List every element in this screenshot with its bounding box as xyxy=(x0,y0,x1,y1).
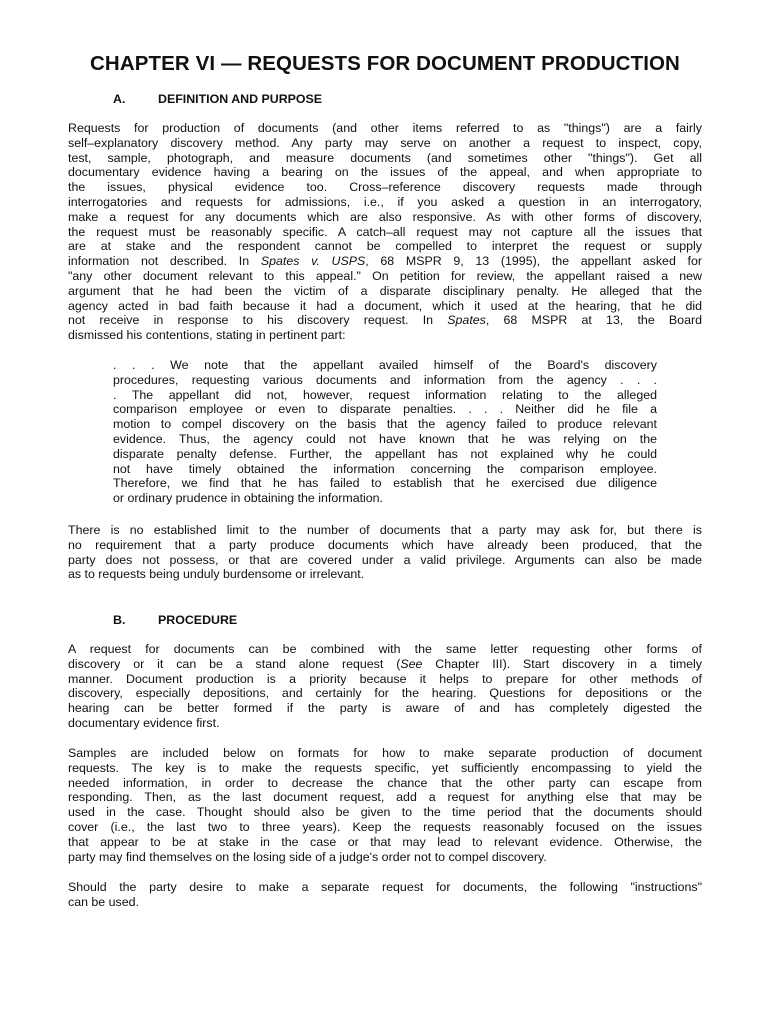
quote-line: not have timely obtained the information concerning the comparison employee. xyxy=(113,461,657,476)
section-heading-b xyxy=(113,613,237,627)
see-reference: See xyxy=(400,656,423,671)
quote-line: . The appellant did not, however, request information relating to the alleged xyxy=(113,387,657,402)
text-line: self–explanatory discovery method. Any party may serve on another a request to inspect, copy, xyxy=(68,135,702,150)
paragraph-instructions xyxy=(68,880,702,910)
text-line: Should the party desire to make a separate request for documents, the following "instructions" xyxy=(68,880,702,894)
text-segment: information not described. In xyxy=(68,254,261,269)
section-title: PROCEDURE xyxy=(158,613,238,627)
text-line: used in the case. Thought should also be given to the time period that the documents should xyxy=(68,805,702,820)
text-line: "any other document relevant to this appeal." On petition for review, the appellant raised a new xyxy=(68,268,702,283)
text-line: interrogatories and requests for admissions, i.e., if you asked a question in an interrogatory, xyxy=(68,194,702,209)
paragraph-limits xyxy=(68,523,702,582)
section-heading-a xyxy=(113,92,322,106)
text-line xyxy=(68,313,702,328)
text-line: hearing can be better formed if the party is aware of and has completely digested the xyxy=(68,701,702,716)
text-line: dismissed his contentions, stating in pertinent part: xyxy=(68,328,346,343)
text-segment: , 68 MSPR 9, 13 (1995), the appellant asked for xyxy=(365,254,702,269)
paragraph-definition xyxy=(68,121,702,343)
quote-line: procedures, requesting various documents and information from the agency . . . xyxy=(113,372,657,387)
quote-line: comparison employee or even to disparate penalties. . . . Neither did he file a xyxy=(113,402,657,417)
text-line: There is no established limit to the number of documents that a party may ask for, but there is xyxy=(68,523,702,537)
text-line: the issues, physical evidence too. Cross–reference discovery requests made through xyxy=(68,180,702,195)
quote-line: evidence. Thus, the agency could not have known that he was relying on the xyxy=(113,431,657,446)
text-line: test, sample, photograph, and measure documents (and sometimes other "things"). Get all xyxy=(68,150,702,165)
quote-line: or ordinary prudence in obtaining the information. xyxy=(113,491,384,506)
text-line: argument that he had been the victim of a disparate disciplinary penalty. He alleged that the xyxy=(68,283,702,298)
text-segment: , 68 MSPR at 13, the Board xyxy=(485,313,702,328)
case-citation: Spates v. USPS xyxy=(260,254,366,269)
text-line: documentary evidence first. xyxy=(68,715,220,730)
text-line: Samples are included below on formats for how to make separate production of document xyxy=(68,746,702,760)
text-line xyxy=(68,254,702,269)
text-line: that appear to be at stake in the case or that may lead to relevant evidence. Otherwise, the xyxy=(68,834,702,849)
text-line: needed information, in order to decrease the chance that the other party can escape from xyxy=(68,775,702,790)
text-segment: discovery or it can be a stand alone request ( xyxy=(68,656,401,671)
text-segment: not receive in response to his discovery request. In xyxy=(68,313,448,328)
text-line: agency acted in bad faith because it had a document, which it used at the hearing, that he did xyxy=(68,298,702,313)
text-line: manner. Document production is a priority because it helps to prepare for other methods of xyxy=(68,671,702,686)
text-line: can be used. xyxy=(68,894,139,909)
text-line: are at stake and the respondent cannot be compelled to interpret the request or supply xyxy=(68,239,702,254)
text-line: the request must be reasonably specific. A catch–all request may not capture all the issues that xyxy=(68,224,702,239)
text-line: discovery, especially depositions, and certainly for the hearing. Questions for depositions or the xyxy=(68,686,702,701)
text-segment: Chapter III). Start discovery in a timely xyxy=(422,656,702,671)
quote-line: Therefore, we find that he has failed to establish that he exercised due diligence xyxy=(113,476,657,491)
text-line: requests. The key is to make the requests specific, yet sufficiently encompassing to yield the xyxy=(68,760,702,775)
quote-line: motion to compel discovery on the basis that the agency failed to produce relevant xyxy=(113,417,657,432)
text-line xyxy=(68,657,702,672)
paragraph-procedure xyxy=(68,642,702,731)
section-letter: B. xyxy=(113,613,126,627)
text-line: no requirement that a party produce documents which have already been produced, that the xyxy=(68,537,702,552)
text-line: cover (i.e., the last two to three years). Keep the requests reasonably focused on the issues xyxy=(68,819,702,834)
text-line: Requests for production of documents (and other items referred to as "things") are a fairly xyxy=(68,121,702,135)
text-line: make a request for any documents which are also responsive. As with other forms of discovery, xyxy=(68,209,702,224)
text-line: A request for documents can be combined with the same letter requesting other forms of xyxy=(68,642,702,656)
text-line: as to requests being unduly burdensome or irrelevant. xyxy=(68,567,365,582)
section-letter: A. xyxy=(113,92,126,106)
case-citation-short: Spates xyxy=(447,313,486,328)
block-quote xyxy=(113,358,657,506)
text-line: documentary evidence having a bearing on the issues of the appeal, and when appropriate to xyxy=(68,165,702,180)
text-line: responding. Then, as the last document request, add a request for anything else that may be xyxy=(68,790,702,805)
page-title: CHAPTER VI — REQUESTS FOR DOCUMENT PRODUCTION xyxy=(90,52,680,75)
text-line: party does not possess, or that are covered under a valid privilege. Arguments can also be made xyxy=(68,552,702,567)
section-title: DEFINITION AND PURPOSE xyxy=(158,92,323,106)
quote-line: . . . We note that the appellant availed himself of the Board's discovery xyxy=(113,358,657,372)
text-line: party may find themselves on the losing side of a judge's order not to compel discovery. xyxy=(68,849,547,864)
quote-line: disparate penalty defense. Further, the appellant has not explained why he could xyxy=(113,446,657,461)
paragraph-samples xyxy=(68,746,702,864)
